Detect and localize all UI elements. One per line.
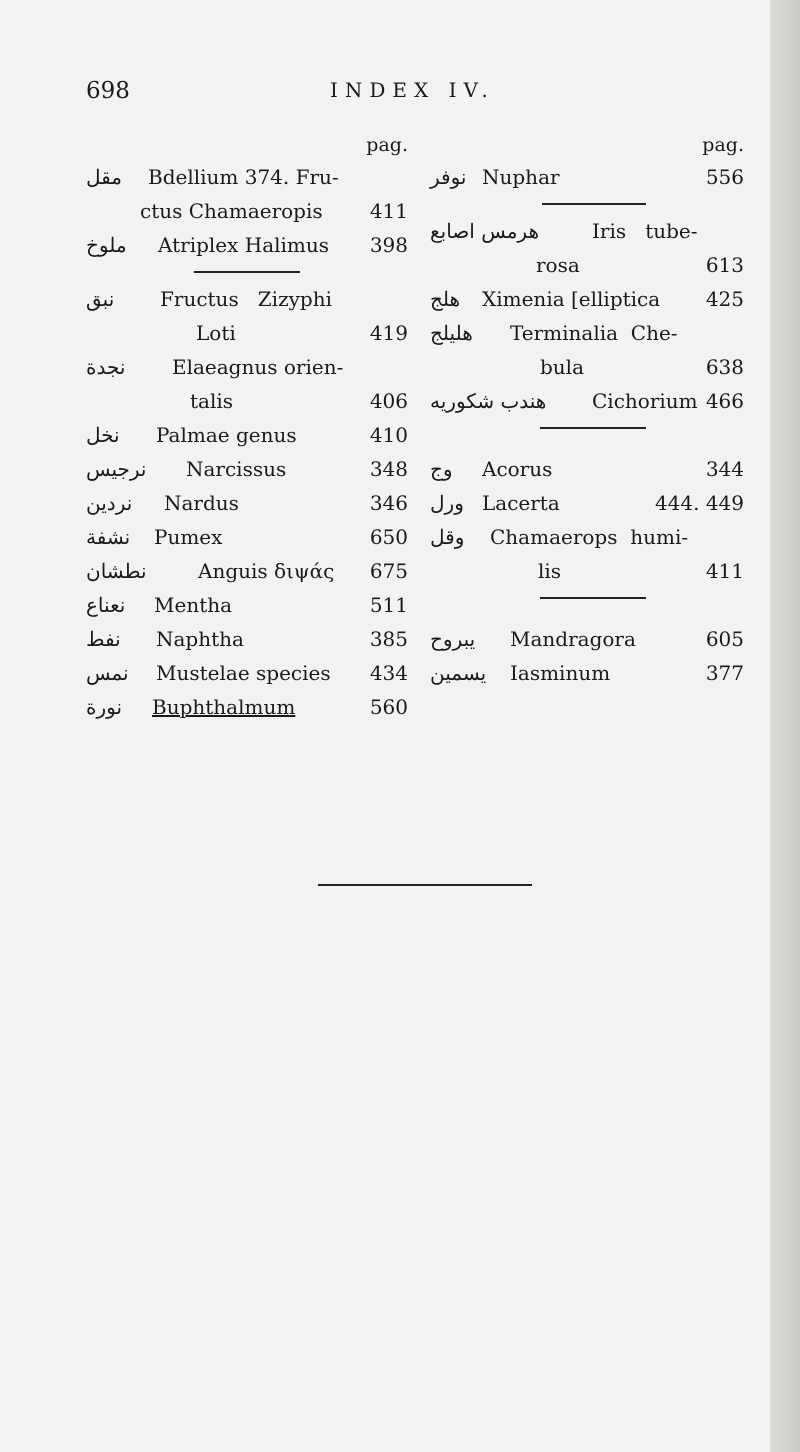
page-ref: 411 — [369, 199, 408, 223]
index-entry — [86, 588, 408, 622]
latin-term: Acorus — [482, 457, 553, 481]
arabic-term: هندب شكوريه — [430, 389, 547, 413]
page-ref: 444. 449 — [654, 491, 744, 515]
page-ref: 406 — [369, 389, 408, 413]
arabic-term: نعناع — [86, 593, 126, 617]
index-entry — [86, 554, 408, 588]
latin-term: Chamaerops humi- — [490, 525, 689, 549]
index-entry — [430, 350, 744, 384]
page-ref: 650 — [369, 525, 408, 549]
index-entry — [86, 520, 408, 554]
section-rule — [430, 418, 744, 438]
page-ref: 425 — [705, 287, 744, 311]
arabic-term: يبروح — [430, 627, 476, 651]
index-entry — [430, 160, 744, 194]
end-rule — [318, 884, 532, 886]
index-entry — [430, 452, 744, 486]
latin-term: Buphthalmum — [152, 695, 296, 719]
index-entry — [86, 418, 408, 452]
page-ref: 411 — [705, 559, 744, 583]
arabic-term: نجدة — [86, 355, 126, 379]
arabic-term: هرمس اصابع — [430, 219, 539, 243]
latin-term: Nardus — [164, 491, 239, 515]
arabic-term: نطشان — [86, 559, 147, 583]
section-rule — [86, 262, 408, 282]
latin-term: Palmae genus — [156, 423, 297, 447]
index-entry — [86, 452, 408, 486]
arabic-term: مقل — [86, 165, 122, 189]
page-edge — [770, 0, 800, 1452]
latin-term: Anguis διψάς — [198, 559, 335, 583]
arabic-term: نمس — [86, 661, 129, 685]
index-entry — [86, 622, 408, 656]
page-ref: 344 — [705, 457, 744, 481]
latin-term: Ximenia [elliptica — [482, 287, 661, 311]
pag-label: pag. — [366, 134, 408, 156]
latin-term: Mandragora — [510, 627, 636, 651]
page-ref: 419 — [369, 321, 408, 345]
index-entry — [86, 160, 408, 194]
latin-term: rosa — [536, 253, 580, 277]
page-ref: 556 — [705, 165, 744, 189]
page-ref: 560 — [369, 695, 408, 719]
index-entry — [430, 384, 744, 418]
arabic-term: هليلج — [430, 321, 473, 345]
section-rule — [430, 588, 744, 608]
index-entry — [86, 316, 408, 350]
page-ref: 377 — [705, 661, 744, 685]
latin-term: talis — [190, 389, 234, 413]
page-ref: 466 — [705, 389, 744, 413]
page-ref: 675 — [369, 559, 408, 583]
index-entry — [86, 194, 408, 228]
index-entry — [430, 486, 744, 520]
arabic-term: نخل — [86, 423, 120, 447]
arabic-term: نرجيس — [86, 457, 147, 481]
index-entry — [86, 350, 408, 384]
index-entry — [86, 282, 408, 316]
right-index-column — [430, 130, 744, 690]
arabic-term: نفط — [86, 627, 121, 651]
latin-term: Loti — [196, 321, 236, 345]
running-header — [0, 72, 770, 112]
latin-term: Atriplex Halimus — [158, 233, 330, 257]
latin-term: Iasminum — [510, 661, 611, 685]
arabic-term: نورة — [86, 695, 123, 719]
index-entry — [86, 690, 408, 724]
arabic-term: نشفة — [86, 525, 131, 549]
latin-term: Nuphar — [482, 165, 560, 189]
latin-term: Bdellium 374. Fru- — [148, 165, 339, 189]
page-ref: 434 — [369, 661, 408, 685]
page-title: INDEX IV. — [330, 78, 495, 102]
index-entry — [86, 486, 408, 520]
index-entry — [430, 622, 744, 656]
page-ref: 398 — [369, 233, 408, 257]
page-ref: 348 — [369, 457, 408, 481]
index-entry — [430, 214, 744, 248]
latin-term: Elaeagnus orien- — [172, 355, 344, 379]
latin-term: Lacerta — [482, 491, 560, 515]
arabic-term: وقل — [430, 525, 465, 549]
page-ref: 613 — [705, 253, 744, 277]
index-entry — [86, 384, 408, 418]
index-entry — [430, 520, 744, 554]
latin-term: Fructus Zizyphi — [160, 287, 332, 311]
pag-label: pag. — [702, 134, 744, 156]
left-index-column — [86, 130, 408, 724]
arabic-term: نردين — [86, 491, 133, 515]
arabic-term: هلج — [430, 287, 461, 311]
latin-term: bula — [540, 355, 585, 379]
index-entry — [430, 248, 744, 282]
index-entry — [430, 554, 744, 588]
latin-term: ctus Chamaeropis — [140, 199, 323, 223]
index-entry — [86, 228, 408, 262]
section-rule — [430, 194, 744, 214]
latin-term: Iris tube- — [592, 219, 698, 243]
latin-term: Naphtha — [156, 627, 244, 651]
latin-term: Cichorium — [592, 389, 698, 413]
latin-term: lis — [538, 559, 562, 583]
index-entry — [430, 282, 744, 316]
index-entry — [430, 316, 744, 350]
arabic-term: يسمين — [430, 661, 487, 685]
latin-term: Terminalia Che- — [510, 321, 678, 345]
latin-term: Pumex — [154, 525, 223, 549]
latin-term: Narcissus — [186, 457, 287, 481]
index-entry — [430, 656, 744, 690]
arabic-term: ملوخ — [86, 233, 127, 257]
arabic-term: ورل — [430, 491, 464, 515]
arabic-term: نبق — [86, 287, 115, 311]
page-ref: 385 — [369, 627, 408, 651]
index-entry — [86, 656, 408, 690]
page-ref: 511 — [369, 593, 408, 617]
arabic-term: وج — [430, 457, 453, 481]
page-ref: 605 — [705, 627, 744, 651]
page-number: 698 — [86, 78, 130, 104]
latin-term: Mustelae species — [156, 661, 331, 685]
arabic-term: نوفر — [430, 165, 467, 189]
latin-term: Mentha — [154, 593, 233, 617]
page-ref: 346 — [369, 491, 408, 515]
page-ref: 410 — [369, 423, 408, 447]
page-ref: 638 — [705, 355, 744, 379]
